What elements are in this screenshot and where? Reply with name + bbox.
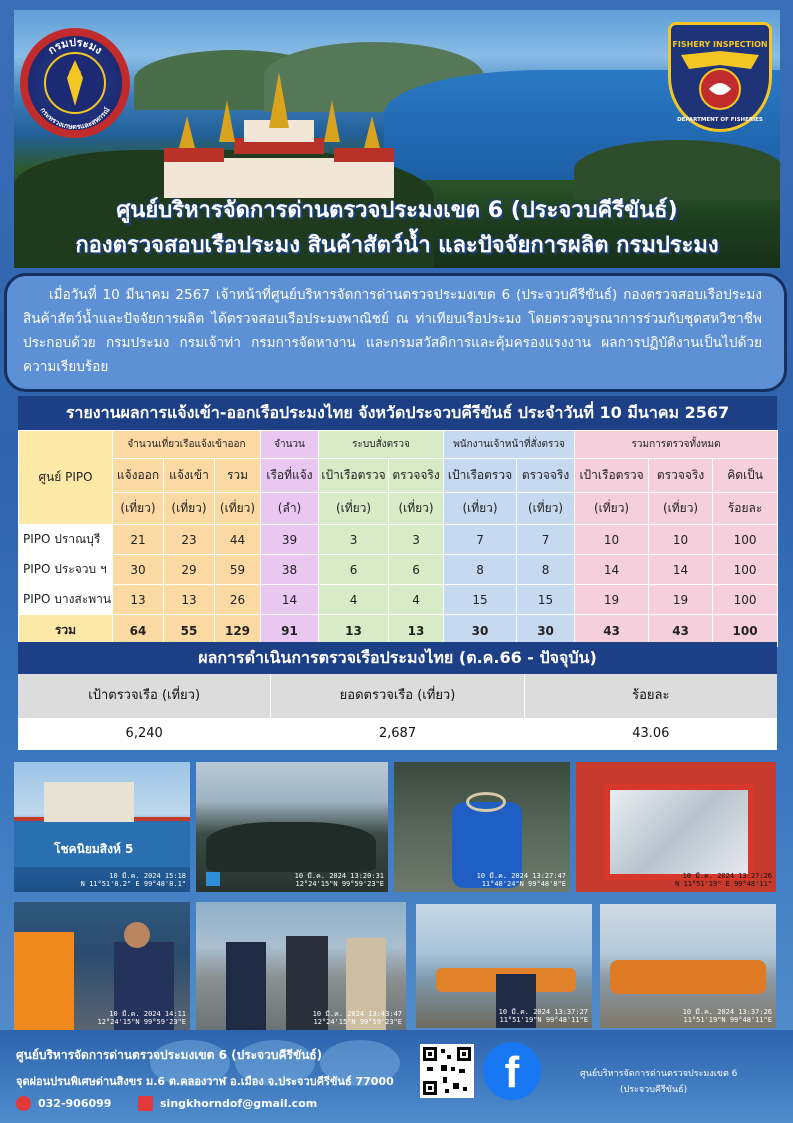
table-cell: 100 [713, 585, 778, 615]
photo-timestamp: 10 มี.ค. 2024 13:37:27 11°51'19"N 99°48'11"E [498, 1008, 588, 1024]
subheader-unit: (เที่ยว) [517, 493, 575, 525]
results-value-percent: 43.06 [525, 718, 777, 750]
header-pipo-center: ศูนย์ PIPO [19, 431, 113, 525]
subheader-unit: (เที่ยว) [649, 493, 713, 525]
photo-officer-with-crew [14, 902, 190, 1030]
results-header-inspected: ยอดตรวจเรือ (เที่ยว) [271, 674, 523, 718]
photo-crew-briefing [416, 904, 592, 1028]
total-cell: 13 [389, 615, 444, 647]
table-cell: 19 [575, 585, 649, 615]
table-row [19, 585, 778, 615]
table-cell: 14 [575, 555, 649, 585]
total-cell: 91 [261, 615, 319, 647]
subheader-label: ตรวจจริง [389, 459, 444, 493]
subheader-unit: (เที่ยว) [389, 493, 444, 525]
photo-inspection-team [196, 902, 406, 1030]
total-cell: 43 [649, 615, 713, 647]
table-cell: 4 [389, 585, 444, 615]
photo-fishing-nets [196, 762, 388, 892]
header-officer: พนักงานเจ้าหน้าที่สั่งตรวจ [444, 431, 575, 459]
footer-org-name: ศูนย์บริหารจัดการด่านตรวจประมงเขต 6 (ประจวบคีรีขันธ์) [16, 1048, 323, 1062]
table-cell: 6 [389, 555, 444, 585]
table-cell: 15 [517, 585, 575, 615]
subheader-unit: (เที่ยว) [444, 493, 517, 525]
table-cell: 26 [215, 585, 261, 615]
subheader-unit: ร้อยละ [713, 493, 778, 525]
table-cell: 38 [261, 555, 319, 585]
header-banner [14, 10, 780, 268]
photo-fishing-boat [14, 762, 190, 892]
total-cell: 64 [113, 615, 164, 647]
photo-blue-barrel [394, 762, 570, 892]
table-cell: 44 [215, 525, 261, 555]
table-cell: 21 [113, 525, 164, 555]
email-icon [138, 1096, 153, 1111]
table-cell: 14 [649, 555, 713, 585]
total-cell: 30 [444, 615, 517, 647]
table-cell: 4 [319, 585, 389, 615]
footer-email[interactable]: singkhorndof@gmail.com [160, 1097, 318, 1110]
total-cell: 55 [164, 615, 215, 647]
photo-timestamp: 10 มี.ค. 2024 14:11 12°24'15"N 99°59'23"E [97, 1010, 186, 1026]
table-cell: 3 [319, 525, 389, 555]
photo-timestamp: 10 มี.ค. 2024 13:27:26 N 11°51'19" E 99°48'11" [675, 872, 772, 888]
department-of-fisheries-seal [20, 28, 130, 138]
svg-text:กระทรวงเกษตรและสหกรณ์: กระทรวงเกษตรและสหกรณ์ [38, 106, 112, 132]
photo-timestamp: 10 มี.ค. 2024 13:20:31 12°24'15"N 99°59'23"E [294, 872, 384, 888]
footer-phone[interactable]: 032-906099 [38, 1097, 112, 1110]
footer-address: จุดผ่อนปรนพิเศษด่านสิงขร ม.6 ต.คลองวาฬ อ.เมือง จ.ประจวบคีรีขันธ์ 77000 [16, 1075, 394, 1088]
svg-text:DEPARTMENT OF FISHERIES: DEPARTMENT OF FISHERIES [677, 117, 763, 123]
total-cell: 43 [575, 615, 649, 647]
subheader-label: เรือที่แจ้ง [261, 459, 319, 493]
subheader-unit: (ลำ) [261, 493, 319, 525]
svg-text:กรมประมง: กรมประมง [45, 35, 105, 57]
table-cell: 100 [713, 525, 778, 555]
table-cell: 29 [164, 555, 215, 585]
subheader-unit: (เที่ยว) [575, 493, 649, 525]
table-cell: 13 [113, 585, 164, 615]
subheader-label: เป้าเรือตรวจ [444, 459, 517, 493]
subheader-unit: (เที่ยว) [164, 493, 215, 525]
temple-illustration [164, 80, 394, 200]
row-pipo-name: PIPO ประจวบ ฯ [19, 555, 113, 585]
table-cell: 100 [713, 555, 778, 585]
subheader-unit: (เที่ยว) [215, 493, 261, 525]
boat-name-text: โชคนิยมสิงห์ 5 [54, 842, 134, 856]
table-cell: 19 [649, 585, 713, 615]
total-cell: 13 [319, 615, 389, 647]
qr-code[interactable] [420, 1044, 474, 1098]
results-value-target: 6,240 [18, 718, 270, 750]
banner-title-line1: ศูนย์บริหารจัดการด่านตรวจประมงเขต 6 (ประจวบคีรีขันธ์) [116, 198, 678, 223]
table-row [19, 555, 778, 585]
row-pipo-name: PIPO ปราณบุรี [19, 525, 113, 555]
fishery-inspection-badge [668, 22, 772, 132]
table-cell: 30 [113, 555, 164, 585]
table-cell: 59 [215, 555, 261, 585]
subheader-label: ตรวจจริง [649, 459, 713, 493]
header-trips: จำนวนเที่ยวเรือแจ้งเข้าออก [113, 431, 261, 459]
subheader-label: แจ้งเข้า [164, 459, 215, 493]
facebook-page-name: ศูนย์บริหารจัดการด่านตรวจประมงเขต 6 [580, 1069, 738, 1079]
table-row [19, 525, 778, 555]
results-value-inspected: 2,687 [271, 718, 523, 750]
subheader-unit: (เที่ยว) [113, 493, 164, 525]
table-cell: 8 [444, 555, 517, 585]
report-table [18, 430, 778, 647]
table-cell: 7 [444, 525, 517, 555]
subheader-unit: (เที่ยว) [319, 493, 389, 525]
table-cell: 39 [261, 525, 319, 555]
total-cell: 129 [215, 615, 261, 647]
row-pipo-name: PIPO บางสะพาน [19, 585, 113, 615]
svg-text:FISHERY INSPECTION: FISHERY INSPECTION [672, 40, 768, 49]
daily-report [18, 396, 777, 647]
results-summary [18, 642, 777, 750]
banner-title-line2: กองตรวจสอบเรือประมง สินค้าสัตว์น้ำ และปัจจัยการผลิต กรมประมง [75, 233, 719, 258]
phone-icon [16, 1096, 31, 1111]
subheader-label: เป้าเรือตรวจ [319, 459, 389, 493]
table-cell: 8 [517, 555, 575, 585]
table-cell: 3 [389, 525, 444, 555]
total-cell: 30 [517, 615, 575, 647]
subheader-label: แจ้งออก [113, 459, 164, 493]
table-cell: 10 [649, 525, 713, 555]
report-title: รายงานผลการแจ้งเข้า-ออกเรือประมงไทย จังหวัดประจวบคีรีขันธ์ ประจำวันที่ 10 มีนาคม 2567 [18, 396, 777, 430]
facebook-icon[interactable]: f [483, 1042, 541, 1100]
subheader-label: รวม [215, 459, 261, 493]
subheader-label: คิดเป็น [713, 459, 778, 493]
table-cell: 7 [517, 525, 575, 555]
header-count: จำนวน [261, 431, 319, 459]
table-cell: 13 [164, 585, 215, 615]
header-system: ระบบสั่งตรวจ [319, 431, 444, 459]
photo-timestamp: 10 มี.ค. 2024 15:18 N 11°51'8.2" E 99°48'8.1" [80, 872, 186, 888]
subheader-label: ตรวจจริง [517, 459, 575, 493]
results-header-target: เป้าตรวจเรือ (เที่ยว) [18, 674, 270, 718]
total-cell: 100 [713, 615, 778, 647]
subheader-label: เป้าเรือตรวจ [575, 459, 649, 493]
table-cell: 23 [164, 525, 215, 555]
results-header-percent: ร้อยละ [525, 674, 777, 718]
photo-timestamp: 10 มี.ค. 2024 13:43:47 12°24'15"N 99°59'23"E [312, 1010, 402, 1026]
header-total: รวมการตรวจทั้งหมด [575, 431, 778, 459]
table-cell: 14 [261, 585, 319, 615]
table-cell: 15 [444, 585, 517, 615]
photo-crew-group [600, 904, 776, 1028]
photo-timestamp: 10 มี.ค. 2024 13:37:26 11°51'19"N 99°48'11"E [682, 1008, 772, 1024]
photo-fish-catch [576, 762, 776, 892]
photo-timestamp: 10 มี.ค. 2024 13:27:47 11°48'24"N 99°48'8"E [476, 872, 566, 888]
table-cell: 6 [319, 555, 389, 585]
table-cell: 10 [575, 525, 649, 555]
results-title: ผลการดำเนินการตรวจเรือประมงไทย (ต.ค.66 - ปัจจุบัน) [18, 642, 777, 674]
total-label: รวม [19, 615, 113, 647]
facebook-page-name-sub: (ประจวบคีรีขันธ์) [620, 1085, 688, 1095]
summary-paragraph: เมื่อวันที่ 10 มีนาคม 2567 เจ้าหน้าที่ศูนย์บริหารจัดการด่านตรวจประมงเขต 6 (ประจวบคีรีขันธ์) กองตรวจสอบเรือประมง สินค้าสัตว์น้ำและปัจจัยการผลิต ได้ตรวจสอบเรือประมงพาณิชย์ ณ ท่าเทียบเรือประมง โดยตรวจบูรณาการร่วมกับชุดสหวิชาชีพ ประกอบด้วย กรมประมง กรมเจ้าท่า กรมการจัดหางาน และกรมสวัสดิการและคุ้มครองแรงงาน ผลการปฏิบัติงานเป็นไปด้วยความเรียบร้อย [4, 273, 787, 392]
